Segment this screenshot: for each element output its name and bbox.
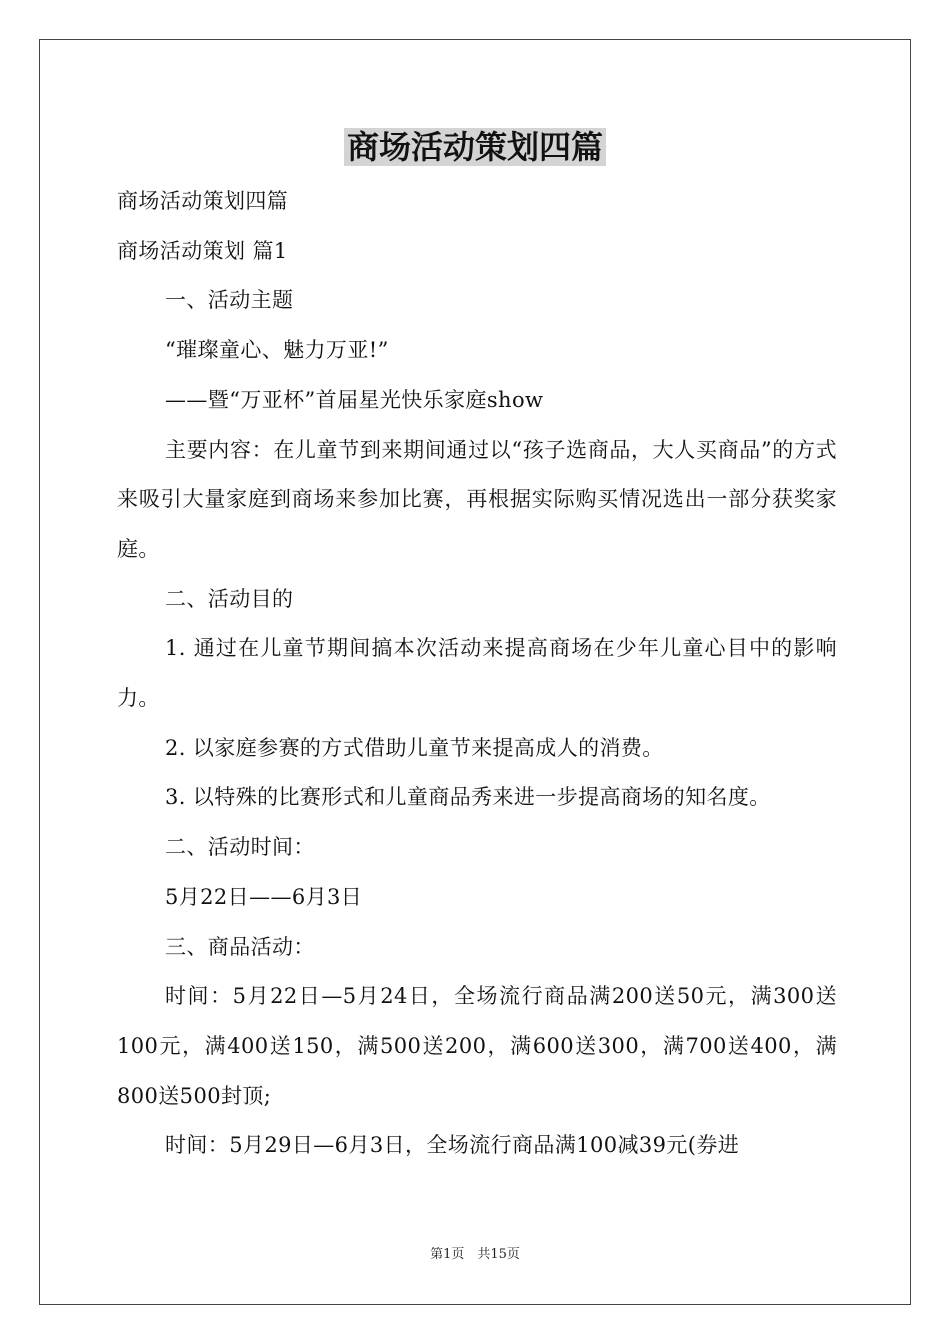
page-number-label: 第1页 共15页 [430, 1247, 520, 1262]
paragraph-purpose-1: 1. 通过在儿童节期间搞本次活动来提高商场在少年儿童心目中的影响力。 [117, 636, 837, 711]
paragraph-purpose-3: 3. 以特殊的比赛形式和儿童商品秀来进一步提高商场的知名度。 [165, 785, 771, 810]
paragraph-doc-name: 商场活动策划四篇 [117, 189, 289, 213]
paragraph-heading-purpose: 二、活动目的 [165, 586, 294, 611]
paragraph-subtitle: ——暨“万亚杯”首届星光快乐家庭show [165, 387, 544, 412]
paragraph-heading-goods: 三、商品活动： [165, 934, 315, 959]
paragraph-slogan: “璀璨童心、魅力万亚!” [165, 338, 389, 363]
document-title [0, 122, 950, 172]
paragraph-main-content: 主要内容：在儿童节到来期间通过以“孩子选商品，大人买商品”的方式来吸引大量家庭到商场来参加比赛，再根据实际购买情况选出一部分获奖家庭。 [117, 437, 837, 561]
document-body [117, 177, 837, 1171]
paragraph-purpose-2: 2. 以家庭参赛的方式借助儿童节来提高成人的消费。 [165, 735, 664, 760]
paragraph-goods-offer-1: 时间：5月22日—5月24日，全场流行商品满200送50元，满300送100元，满400送150，满500送200，满600送300，满700送400，满800送500封顶; [117, 984, 837, 1108]
paragraph-section-heading: 商场活动策划 篇1 [117, 238, 288, 263]
document-title-text: 商场活动策划四篇 [344, 128, 606, 166]
paragraph-heading-theme: 一、活动主题 [165, 288, 294, 313]
paragraph-time-range: 5月22日——6月3日 [165, 884, 363, 909]
page-footer [0, 1245, 950, 1265]
paragraph-heading-time: 二、活动时间： [165, 835, 315, 860]
paragraph-goods-offer-2: 时间：5月29日—6月3日，全场流行商品满100减39元(券进 [165, 1133, 740, 1158]
